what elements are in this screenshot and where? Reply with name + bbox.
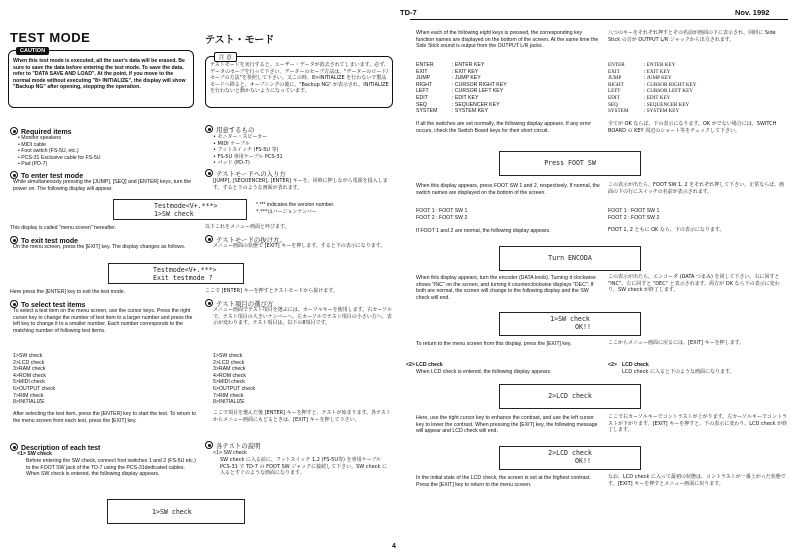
lcd-check-number-jp: <2> (608, 362, 617, 368)
required-list (18, 135, 198, 168)
keys-intro-jp: 八つのキーをそれぞれ押すとその名前が画面の下に表示され、同時に Side Stick の音が OUTPUT L/R ジャックから出力されます。 (608, 30, 776, 43)
page-title-jp: テスト・モード (205, 35, 275, 46)
select-text: To select a test item on the menu screen, use the cursor keys. Press the right cursor key to change the number of test item to a larger number and press the left key to change it to a smaller number. Each number corresponds to the matching number of following test items. (13, 308, 193, 334)
test-items-list-jp (213, 353, 255, 406)
list-item: 2>LCD check (213, 359, 245, 366)
list-item: 6>OUTPUT check (13, 385, 56, 392)
contrast-text-jp: ここで右カーソルキーでコントラストが上がります。左カーソルキーでコントラストが下がります。[EXIT] キーを押すと、下の表示に変わり、LCD check が終了します。 (608, 414, 788, 434)
list-item: 1>SW check (213, 353, 243, 359)
list-item: EXIT : EXIT KEY (608, 68, 671, 75)
return-text: To return to the menu screen from this display, press the [EXIT] key. (416, 341, 572, 347)
list-item: 5>MIDI check (213, 379, 245, 386)
version-note-jp: *.***はバージョンナンバー (256, 209, 317, 215)
list-item: 4>ROM check (13, 372, 47, 379)
bullet-icon (205, 169, 213, 177)
list-item: ENTER : ENTER KEY (608, 62, 676, 68)
lcd-line: Testmode<V+.***> (153, 266, 217, 274)
bullet-icon (205, 235, 213, 243)
lcd-press-foot-sw (499, 151, 641, 176)
list-item: FOOT 1 : FOOT SW 1 (608, 208, 660, 214)
sw-check-subheading-jp: <1> SW check (213, 450, 247, 456)
bullet-icon (205, 299, 213, 307)
final-text: In the initial state of the LCD check, the screen is set at the highest contrast. Press the [EXIT] key to return to the menu screen. (416, 475, 591, 488)
bullet-icon (10, 443, 18, 451)
lcd-line: OK!! (575, 323, 591, 331)
keys-list-jp (608, 62, 697, 115)
select-text-jp: メニュー画面でテスト項目を選ぶには、カーソルキーを使用します。右カーソルで、テスト項目の大きいナンバーへ、左カーソルでテスト項目の小さい方へ、表示が変わります。テスト項目は、以下の8項目です。 (213, 307, 393, 327)
lcd-sw-check (107, 499, 245, 524)
final-text-jp: なお、LCD check に入って最初の状態は、コントラストが一番上がった状態です。[EXIT] キーを押すとメニュー画面に戻ります。 (608, 474, 786, 487)
select-after: After selecting the test item, press the [ENTER] key to start the test. To return to the menu screen from each test, press the [EXIT] key. (13, 411, 196, 424)
lcd-line: 2>LCD check (548, 449, 592, 457)
sw-check-text-jp: SW check に入る前に、フットスイッチ 1,2 (FS-5U等) を専用ケーブル PCS-31 で TD-7 の FOOT SW ジャックに接続して下さい。SW check に入るとすぐのような画面になります。 (220, 457, 388, 477)
lcd-line: Exit testmode ? (153, 274, 213, 282)
list-item: EDIT : EDIT KEY (416, 94, 479, 101)
caution-text-jp: テストモードを実行すると、ユーザー・データが消去されてしまいます。必ず、データのセーブを行って下さい。データーのセーブ方法は、"データーのロード/セーブの方法"を参照して下さい。又この時、8>INITIALIZE を行わないで製品モードへ移ると、オープニングの後に、"Backup NG" が表示され、INITIALIZE を行わないと動かないようになっています。 (210, 62, 389, 95)
bullet-icon (10, 127, 18, 135)
list-item: FOOT 2 : FOOT SW 2 (416, 214, 468, 221)
list-item: • フットスイッチ (FS-5U 等) (213, 147, 279, 154)
lcd-line: 1>SW check (152, 508, 192, 516)
list-item: 7>RIM check (13, 392, 44, 399)
header-rule (410, 19, 788, 20)
list-item: LEFT : CURSOR LEFT KEY (608, 88, 694, 95)
list-item: SYSTEM : SYSTEM KEY (416, 108, 489, 115)
list-item: LEFT : CURSOR LEFT KEY (416, 88, 504, 95)
contrast-text: Here, use the right cursor key to enhance the contrast, and use the left cursor key to lower the contrast. When pressing the [EXIT] key, the following message will appear and LCD check will end. (416, 415, 598, 435)
lcd-check-number: <2> (406, 362, 415, 368)
list-item: 7>RIM check (213, 392, 244, 399)
list-item: FOOT 2 : FOOT SW 2 (608, 214, 660, 221)
lcd-lcd-check-ok (499, 446, 641, 470)
list-item: • Foot switch (FS-5U, etc.) (18, 148, 79, 155)
desc-heading: Description of each test (10, 442, 100, 453)
list-item: SEQ : SEQUENCER KEY (608, 101, 690, 108)
enter-heading: To enter test mode (10, 170, 83, 181)
exit-heading-jp: テストモードの抜け方。 (205, 234, 286, 245)
list-item: 1>SW check (13, 353, 43, 359)
caution-label: CAUTION (16, 47, 49, 55)
list-item: 5>MIDI check (13, 379, 45, 386)
lcd-line: Press FOOT SW (544, 159, 596, 167)
list-item: • PCS-31 Exclusive cable for FS-5U (18, 154, 101, 161)
list-item: 6>OUTPUT check (213, 385, 256, 392)
enter-text: While simultaneously pressing the [JUMP], [SEQ] and [ENTER] keys, turn the power on. The following display will appear. (13, 179, 192, 192)
list-item: RIGHT : CURSOR RIGHT KEY (608, 81, 697, 88)
required-heading: Required items (10, 126, 72, 137)
list-item: EDIT : EDIT KEY (608, 94, 671, 101)
bullet-icon (205, 125, 213, 133)
page-number: 4 (392, 543, 396, 550)
list-item: ENTER : ENTER KEY (416, 62, 485, 68)
select-after-jp: ここで項目を選んだ後 [ENTER] キーを押すと、テストが始まります。各テストからメニュー画面にもどるときは、[EXIT] キーを押して下さい。 (213, 410, 391, 423)
list-item: • FS-5U 専用ケーブル PCS-31 (213, 153, 283, 160)
required-heading-jp: 用意するもの (205, 124, 254, 135)
header-model: TD-7 (400, 8, 417, 17)
list-item: • MIDI cable (18, 141, 47, 148)
lcd-line: 1>SW check (550, 315, 590, 323)
lcd-line: 1>SW check (154, 210, 194, 218)
bullet-icon (10, 300, 18, 308)
test-items-list (13, 353, 55, 406)
sw-check-subheading: <1> SW check (17, 451, 52, 457)
exit-heading: To exit test mode (10, 235, 78, 246)
caution-label-jp: 注 意 (214, 52, 237, 62)
keys-list (416, 62, 507, 115)
lcd-line: Testmode<V+.***> (154, 202, 218, 210)
list-item: 8>INITIALIZE (13, 399, 45, 406)
list-item: SYSTEM : SYSTEM KEY (608, 108, 680, 115)
desc-heading-jp: 各テストの説明 (205, 440, 260, 451)
bullet-icon (10, 171, 18, 179)
page-title: TEST MODE (10, 30, 91, 45)
lcd-exit-screen (108, 263, 244, 284)
list-item: 3>RAM check (13, 366, 46, 373)
list-item: 8>INITIALIZE (213, 399, 245, 406)
lcd-sw-check-ok (499, 312, 641, 336)
select-heading: To select test items (10, 299, 85, 310)
menu-screen-note-jp: 以下これをメニュー画面と呼びます。 (205, 224, 290, 230)
return-text-jp: ここからメニュー画面に戻るには、[EXIT] キーを押します。 (608, 340, 745, 346)
foot-text-jp: この表示が出たら、FOOT SW 1, 2 をそれぞれ押して下さい。正常ならば、画面の下の行にスイッチの名前が表示されます。 (608, 182, 785, 195)
list-item: • MIDI ケーブル (213, 140, 250, 147)
lcd-check-text-jp: LCD check に入ると下のような画面になります。 (622, 369, 735, 375)
exit-text: On the menu screen, press the [EXIT] key. The display changes as follows. (13, 244, 186, 250)
exit-after: Here press the [ENTER] key to exit the test mode. (10, 289, 126, 295)
list-item: • パッド (PD-7) (213, 160, 250, 167)
foot-ok-text: If FOOT 1 and 2 are normal, the following display appears. (416, 228, 551, 234)
list-item: • モニター・スピーカー (213, 134, 268, 140)
lcd-line: OK!! (575, 457, 591, 465)
lcd-menu-screen (113, 199, 247, 220)
list-item: • Pad (PD-7) (18, 161, 48, 168)
list-item: JUMP : JUMP KEY (416, 75, 481, 82)
lcd-line: Turn ENCODA (548, 254, 592, 262)
enter-heading-jp: テストモードへの入り方 (205, 168, 286, 179)
list-item: • Monitor speakers (18, 135, 62, 141)
lcd-check-heading: LCD check (416, 362, 443, 368)
list-item: FOOT 1 : FOOT SW 1 (416, 208, 468, 214)
exit-text-jp: メニュー画面の状態で [EXIT] キーを押します。すると下の表示になります。 (213, 243, 386, 249)
lcd-turn-encoder (499, 246, 641, 271)
bullet-icon (10, 236, 18, 244)
version-note: *.*** indicates the version number. (256, 202, 335, 208)
enter-text-jp: [JUMP], [SEQUENCER], [ENTER] キーを、同時に押しながら電源を投入します。すると下のような画面が表れます。 (213, 178, 388, 191)
lcd-check-heading-jp: LCD check (622, 362, 649, 368)
encoder-text: When this display appears, turn the encoder (DATA knob). Turning it clockwise shows "INC" on the screen, and turning it counterclockwise displays "DEC". If both are normal, the screen will change to the following display and the SW check will end. (416, 275, 596, 301)
keys-intro: When each of the following eight keys is pressed, the corresponding key function names are displayed on the bottom of the screen. At the same time the Side Stick sound is output from the OUTPUT L/R jacks. (416, 30, 599, 50)
lcd-line: 2>LCD check (548, 392, 592, 400)
list-item: SEQ : SEQUENCER KEY (416, 101, 500, 108)
exit-after-jp: ここで [ENTER] キーを押すとテストモードから抜けます。 (205, 288, 338, 294)
lcd-lcd-check (499, 384, 641, 409)
list-item: JUMP : JUMP KEY (608, 75, 672, 82)
caution-text: When this test mode is executed, all the user's data will be erased. Be sure to save the data before entering the test mode. To save the data, refer to "DATA SAVE AND LOAD". At the point, if you move to the normal mode without executing "8> INITIALIZE", the display will show "Backup NG" after opening, stopping the operation. (13, 58, 186, 91)
foot-items (416, 208, 467, 221)
list-item: 4>ROM check (213, 372, 247, 379)
list-item: RIGHT : CURSOR RIGHT KEY (416, 81, 507, 88)
required-list-jp (213, 134, 393, 167)
menu-screen-note: This display is called "menu screen" hereafter. (10, 225, 117, 231)
foot-ok-text-jp: FOOT 1, 2 ともに OK なら、下の表示になります。 (608, 227, 725, 233)
list-item: EXIT : EXIT KEY (416, 68, 479, 75)
foot-items-jp (608, 208, 659, 221)
encoder-text-jp: この表示が出たら、エンコーダ (DATA つまみ) を回して下さい。右に回すと "INC"、左に回すと "DEC" と表示されます。両方が OK なら下の表示に変わり、SW check が終了します。 (608, 274, 780, 294)
bullet-icon (205, 441, 213, 449)
list-item: 3>RAM check (213, 366, 246, 373)
list-item: 2>LCD check (13, 359, 45, 366)
sw-ok-text: If all the switches are set normally, the following display appears. If any error occurs, check the Switch Board keys for their short circuit. (416, 121, 591, 134)
sw-ok-text-jp: 全てが OK ならば、下の表示になります。OK がでない場合には、SWITCH BOARD の KEY 周辺のショート等をチェックして下さい。 (608, 121, 777, 134)
foot-text: When this display appears, press FOOT SW 1 and 2, respectively. If normal, the switch names are displayed on the bottom of the screen. (416, 183, 600, 196)
header-date: Nov. 1992 (735, 8, 770, 17)
select-heading-jp: テスト項目の選び方 (205, 298, 273, 309)
lcd-check-text: When LCD check is entered, the following display appears. (416, 369, 552, 375)
sw-check-text: Before entering the SW check, connect foot switches 1 and 2 (FS-5U etc.) to the FOOT SW jack of the TD-7 using the PCS-31dedicated cables. When SW check is entered, the following display appears. (26, 458, 196, 478)
